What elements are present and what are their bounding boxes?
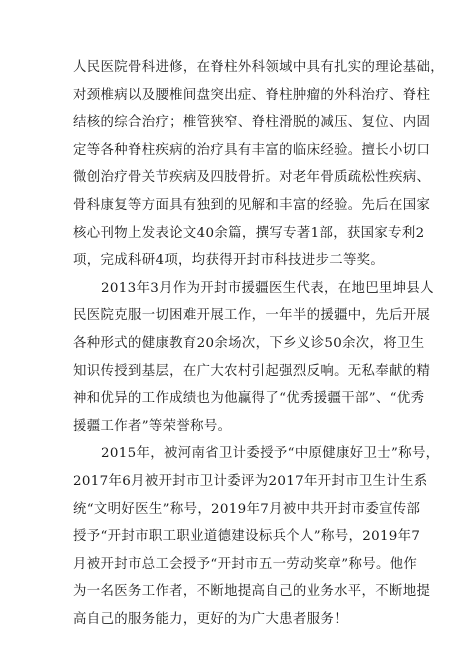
text-line: 各种形式的健康教育20余场次，下乡义诊50余次，将卫生 [73,335,425,351]
text-line: 月被开封市总工会授予“开封市五一劳动奖章”称号。他作 [73,556,418,572]
text-line: 2017年6月被开封市卫计委评为2017年开封市卫生计生系 [73,473,428,489]
text-line: 2015年，被河南省卫计委授予“中原健康好卫士”称号， [101,446,440,462]
text-line: 结核的综合治疗；椎管狭窄、脊柱滑脱的减压、复位、内固 [73,115,431,131]
document-body [73,54,444,633]
text-line: 高自己的服务能力，更好的为广大患者服务！ [73,611,348,627]
text-line: 2013年3月作为开封市援疆医生代表，在地巴里坤县人 [101,280,434,296]
text-line: 神和优异的工作成绩也为他赢得了“优秀援疆干部”、“优秀 [73,391,425,407]
text-line: 微创治疗骨关节疾病及四肢骨折。对老年骨质疏松性疾病、 [73,170,431,186]
text-line: 骨科康复等方面具有独到的见解和丰富的经验。先后在国家 [73,197,431,213]
text-line: 核心刊物上发表论文40余篇，撰写专著1部，获国家专利2 [73,225,425,241]
paragraph-xinjiang-aid [73,275,434,441]
paragraph-honors [73,440,440,633]
text-line: 对颈椎病以及腰椎间盘突出症、脊柱肿瘤的外科治疗、脊柱 [73,87,431,103]
text-line: 为一名医务工作者，不断地提高自己的业务水平，不断地提 [73,584,431,600]
text-line: 援疆工作者”等荣誉称号。 [73,418,232,434]
text-line: 民医院克服一切困难开展工作，一年半的援疆中，先后开展 [73,308,431,324]
paragraph-career [73,54,444,275]
text-line: 人民医院骨科进修，在脊柱外科领域中具有扎实的理论基础， [73,60,444,75]
text-line: 定等各种脊柱疾病的治疗具有丰富的临床经验。擅长小切口 [73,142,431,158]
text-line: 知识传授到基层，在广大农村引起强烈反响。无私奉献的精 [73,363,431,379]
text-line: 项，完成科研4项，均获得开封市科技进步二等奖。 [73,253,385,269]
text-line: 授予“开封市职工职业道德建设标兵个人”称号，2019年7 [73,529,421,545]
text-line: 统“文明好医生”称号，2019年7月被中共开封市委宣传部 [73,501,421,517]
